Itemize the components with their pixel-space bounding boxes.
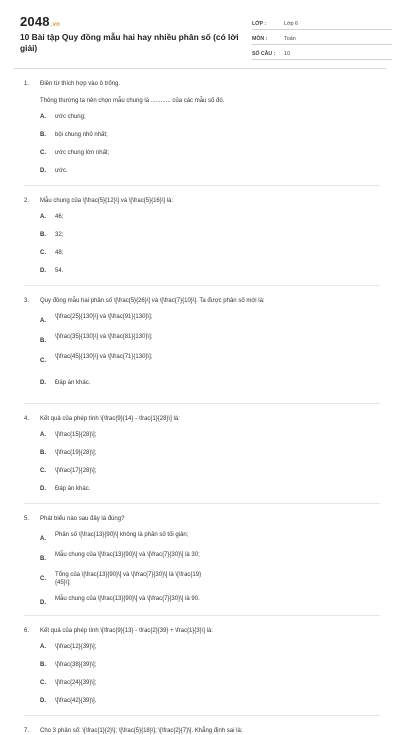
answer-option-d[interactable] [40, 595, 212, 607]
option-text: Phân số \[\frac{13}{90}\] không là phân số tối giản; [55, 532, 189, 538]
option-letter: B. [40, 450, 46, 456]
option-letter: B. [40, 232, 46, 238]
option-text: ước chung; [55, 114, 86, 120]
option-letter: C. [40, 358, 46, 364]
meta-label: LỚP : [252, 21, 267, 27]
option-text: \[\frac{12}{39}\]; [55, 644, 97, 650]
option-text: Mẫu chung của \[\frac{13}{90}\] và \[\frac{7}{30}\] là 90. [55, 596, 200, 602]
answer-options [40, 313, 380, 403]
answer-option-c[interactable] [40, 249, 212, 257]
question-divider [24, 715, 380, 716]
question-text: Kết quả của phép tính \[\frac{9}{13} - \frac{2}{39} + \frac{1}{3}\] là: [40, 628, 213, 634]
option-letter: C. [40, 250, 46, 256]
answer-option-b[interactable] [40, 131, 212, 139]
option-text: bội chung nhỏ nhất; [55, 132, 108, 138]
question-number: 2. [24, 198, 30, 204]
answer-option-a[interactable] [40, 431, 212, 439]
header-divider [14, 68, 386, 69]
option-text: \[\frac{24}{39}\]; [55, 680, 97, 686]
answer-option-b[interactable] [40, 231, 212, 239]
option-letter: D. [40, 698, 46, 704]
question-number: 7. [24, 728, 30, 734]
answer-options [40, 213, 380, 285]
option-text: 32; [55, 232, 64, 238]
question-divider [24, 285, 380, 286]
worksheet-header [14, 12, 386, 58]
question-text: Mẫu chung của \[\frac{5}{12}\] và \[\frac{5}{16}\] là: [40, 198, 174, 204]
option-text: \[\frac{42}{39}\]. [55, 698, 97, 704]
option-letter: A. [40, 644, 46, 650]
question-number: 5. [24, 516, 30, 522]
option-letter: B. [40, 556, 46, 562]
meta-value: Toán [284, 36, 296, 42]
option-text: \[\frac{38}{39}\]; [55, 662, 97, 668]
answer-option-d[interactable] [40, 267, 212, 275]
question-number: 6. [24, 628, 30, 634]
option-letter: B. [40, 132, 46, 138]
option-letter: B. [40, 662, 46, 668]
answer-option-d[interactable] [40, 697, 212, 705]
option-text: \[\frac{45}{130}\] và \[\frac{71}{130}\]; [55, 354, 153, 360]
option-letter: D. [40, 380, 46, 386]
document-title: 10 Bài tập Quy đồng mẫu hai hay nhiều phân số (có lời giải) [20, 32, 239, 53]
answer-option-a[interactable] [40, 213, 212, 221]
option-text: \[\frac{35}{130}\] và \[\frac{81}{130}\]; [55, 334, 153, 340]
answer-option-d[interactable] [40, 485, 212, 493]
meta-value: Lớp 6 [284, 21, 299, 27]
answer-option-b[interactable] [40, 551, 212, 563]
question-text: Quy đồng mẫu hai phân số \[\frac{5}{26}\] và \[\frac{7}{10}\]. Ta được phân số mới là: [40, 298, 265, 304]
option-text: 54. [55, 268, 64, 274]
meta-info [252, 16, 392, 61]
question-text: Cho 3 phân số: \[\frac{1}{2}\]; \[\frac{5}{18}\]; \[\frac{2}{7}\]. Khẳng định sai là: [40, 728, 243, 734]
question-divider [24, 185, 380, 186]
question-number: 1. [24, 81, 30, 87]
answer-option-b[interactable] [40, 449, 212, 457]
option-text: \[\frac{25}{130}\] và \[\frac{91}{130}\]; [55, 314, 153, 320]
logo-suffix: .vn [50, 22, 61, 28]
question-1 [24, 80, 380, 185]
question-2 [24, 197, 380, 285]
option-text: \[\frac{15}{28}\]; [55, 432, 97, 438]
answer-option-b[interactable] [40, 661, 212, 669]
question-list [24, 80, 380, 735]
question-6 [24, 627, 380, 715]
question-5 [24, 515, 380, 615]
option-letter: B. [40, 338, 46, 344]
meta-row-count [252, 46, 392, 60]
answer-option-a[interactable] [40, 113, 212, 121]
question-text: Phát biểu nào sau đây là đúng? [40, 516, 125, 522]
question-divider [24, 403, 380, 404]
option-letter: C. [40, 150, 46, 156]
answer-option-a[interactable] [40, 313, 212, 325]
question-4 [24, 415, 380, 503]
question-number: 4. [24, 416, 30, 422]
option-letter: D. [40, 168, 46, 174]
answer-options [40, 113, 380, 185]
option-letter: D. [40, 486, 46, 492]
question-subtext: Thông thường ta nên chọn mẫu chung là ............ của các mẫu số đó. [40, 98, 225, 104]
option-letter: A. [40, 214, 46, 220]
option-text: Mẫu chung của \[\frac{13}{90}\] và \[\frac{7}{30}\] là 30; [55, 552, 200, 558]
answer-option-d[interactable] [40, 167, 212, 175]
answer-option-d[interactable] [40, 373, 212, 393]
answer-option-b[interactable] [40, 333, 212, 345]
meta-row-subject [252, 31, 392, 45]
option-text: Đáp án khác. [55, 380, 91, 386]
logo-text: 2048 [20, 14, 50, 29]
option-letter: C. [40, 576, 46, 582]
answer-option-a[interactable] [40, 643, 212, 651]
meta-label: SỐ CÂU : [252, 51, 276, 57]
option-letter: A. [40, 318, 46, 324]
answer-option-c[interactable] [40, 149, 212, 157]
option-text: 46; [55, 214, 64, 220]
answer-option-c[interactable] [40, 353, 212, 365]
meta-label: MÔN : [252, 36, 268, 42]
answer-option-c[interactable] [40, 679, 212, 687]
meta-row-class [252, 16, 392, 30]
site-logo[interactable] [20, 14, 60, 29]
option-text: \[\frac{17}{28}\]; [55, 468, 97, 474]
question-text: Điền từ thích hợp vào ô trống. [40, 81, 120, 87]
answer-options [40, 643, 380, 715]
question-7 [24, 727, 380, 735]
meta-value: 10 [284, 51, 290, 57]
answer-option-c[interactable] [40, 571, 212, 587]
question-3 [24, 297, 380, 403]
option-letter: A. [40, 432, 46, 438]
option-letter: A. [40, 114, 46, 120]
question-divider [24, 615, 380, 616]
option-letter: A. [40, 536, 46, 542]
answer-option-c[interactable] [40, 467, 212, 475]
answer-options [40, 531, 380, 615]
option-text: ước chung lớn nhất; [55, 150, 110, 156]
question-divider [24, 503, 380, 504]
option-text: \[\frac{19}{28}\]; [55, 450, 97, 456]
question-text: Kết quả của phép tính \[\frac{9}{14} - \frac{1}{28}\] là: [40, 416, 180, 422]
option-letter: C. [40, 468, 46, 474]
answer-options [40, 431, 380, 503]
option-letter: D. [40, 268, 46, 274]
option-text: Đáp án khác. [55, 486, 91, 492]
option-text: ước. [55, 168, 68, 174]
option-letter: C. [40, 680, 46, 686]
option-text: Tổng của \[\frac{13}{90}\] và \[\frac{7}{30}\] là \[\frac{19}{45}\]; [55, 572, 202, 586]
option-letter: D. [40, 600, 46, 606]
question-number: 3. [24, 298, 30, 304]
option-text: 48; [55, 250, 64, 256]
answer-option-a[interactable] [40, 531, 212, 543]
